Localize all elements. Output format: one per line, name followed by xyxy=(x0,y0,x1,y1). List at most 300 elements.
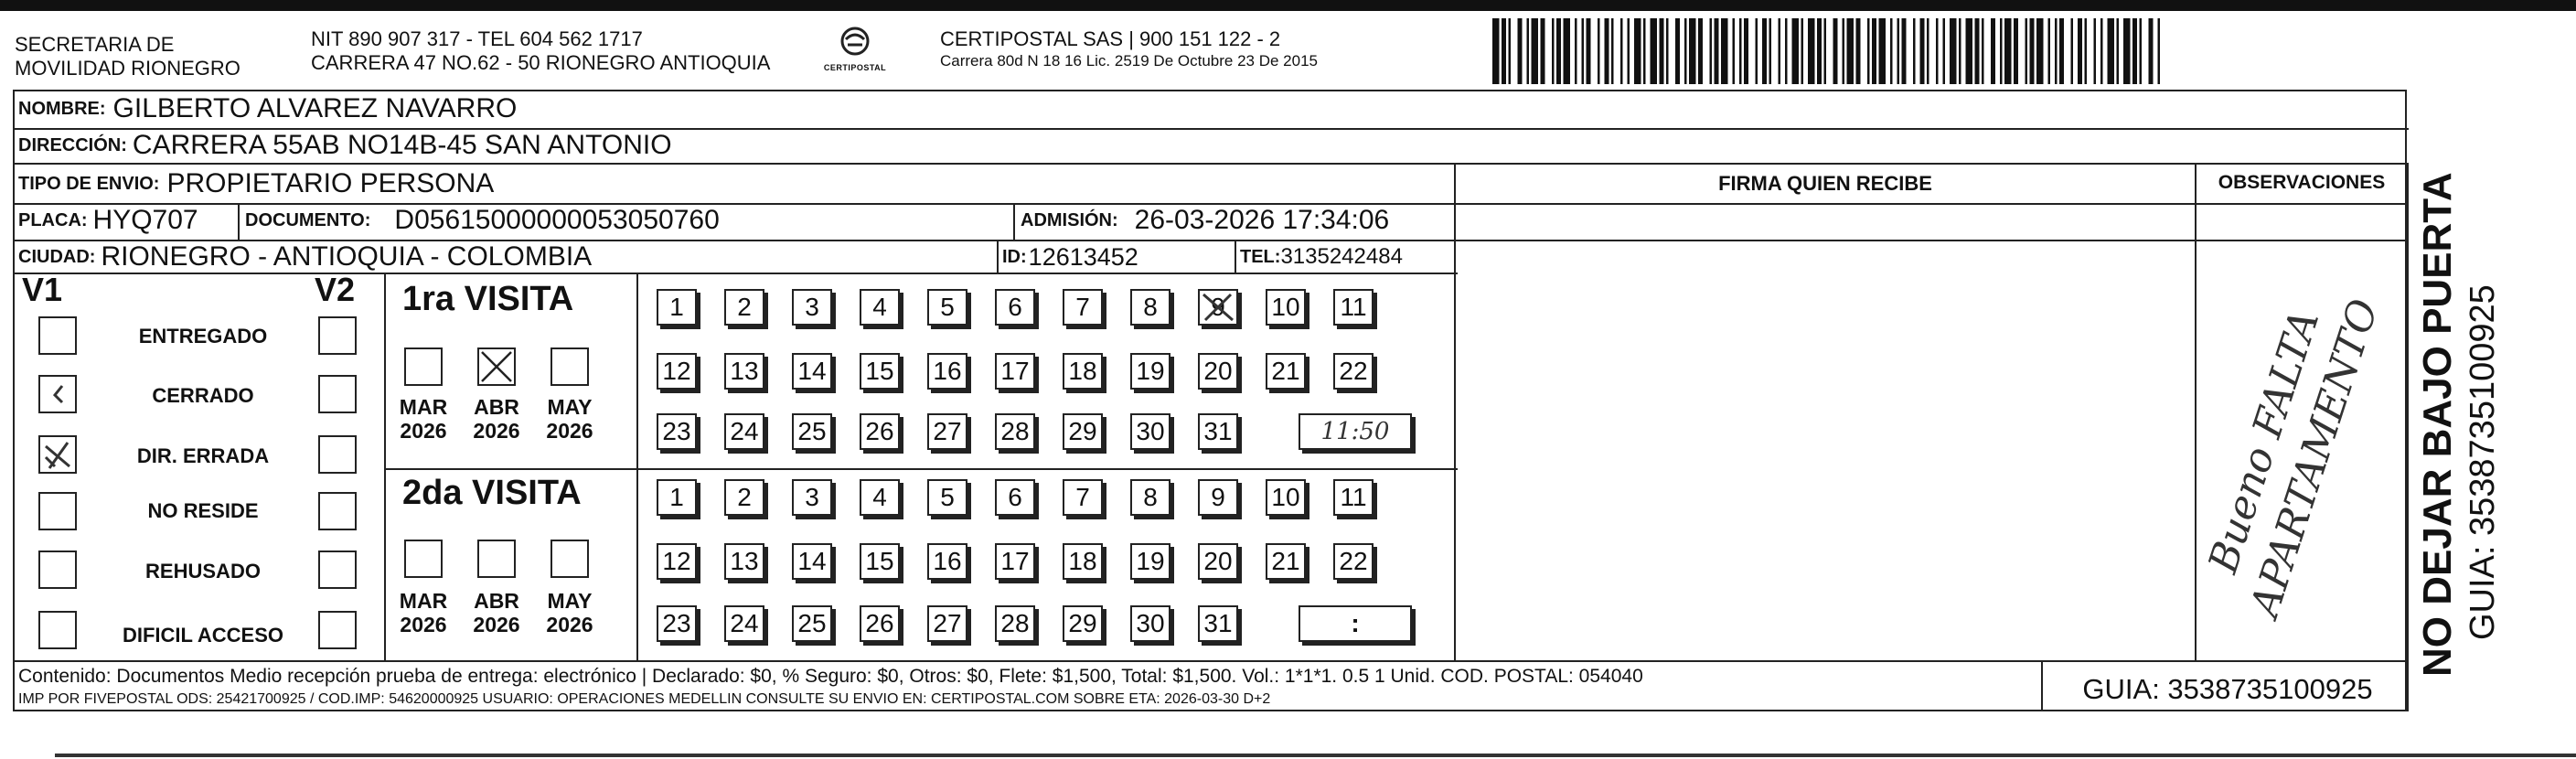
day-number: 13 xyxy=(730,357,759,385)
barcode-bar xyxy=(2071,18,2074,84)
document-cell xyxy=(245,205,720,236)
second-visit-abr-label xyxy=(465,589,529,636)
plate-value: HYQ707 xyxy=(92,205,198,235)
day-number: 15 xyxy=(865,547,894,575)
observations-header: OBSERVACIONES xyxy=(2218,172,2386,193)
day-number: 3 xyxy=(805,293,819,321)
first-visit-day-4[interactable] xyxy=(860,289,900,326)
first-visit-day-27[interactable] xyxy=(927,413,967,450)
first-visit-day-30[interactable] xyxy=(1130,413,1170,450)
barcode-bar xyxy=(1975,18,1980,84)
day-number: 23 xyxy=(662,609,691,637)
first-visit-day-17[interactable] xyxy=(995,353,1035,390)
barcode-bar xyxy=(1959,18,1961,84)
status-not-resident: NO RESIDE xyxy=(147,499,259,522)
first-visit-may-box[interactable] xyxy=(550,347,589,386)
first-visit-day-9[interactable] xyxy=(1198,289,1238,326)
id-label: ID: xyxy=(1002,246,1027,267)
no-under-door-warning: NO DEJAR BAJO PUERTA xyxy=(2415,172,2460,677)
first-visit-day-10[interactable] xyxy=(1266,289,1306,326)
first-visit-day-6[interactable] xyxy=(995,289,1035,326)
first-visit-day-7[interactable] xyxy=(1063,289,1103,326)
second-visit-day-7[interactable] xyxy=(1063,479,1103,516)
barcode-bar xyxy=(1733,18,1736,84)
barcode-bar xyxy=(1710,18,1713,84)
barcode-bar xyxy=(1920,18,1925,84)
second-visit-title: 2da VISITA xyxy=(402,474,582,512)
nit-line: NIT 890 907 317 - TEL 604 562 1717 xyxy=(311,27,643,50)
barcode-bar xyxy=(1698,18,1703,84)
day-number: 21 xyxy=(1271,547,1300,575)
barcode-bar xyxy=(1628,18,1630,84)
barcode-bar xyxy=(1684,18,1687,84)
first-visit-day-23[interactable] xyxy=(657,413,697,450)
year: 2026 xyxy=(400,419,447,443)
second-visit-day-1[interactable] xyxy=(657,479,697,516)
day-number: 2 xyxy=(737,483,752,511)
admission-value: 26-03-2026 17:34:06 xyxy=(1134,205,1390,235)
first-visit-may-label xyxy=(538,395,602,443)
barcode-bar xyxy=(2078,18,2082,84)
day-number: 28 xyxy=(1000,609,1030,637)
name-label: NOMBRE: xyxy=(18,98,106,119)
day-number: 5 xyxy=(940,293,955,321)
barcode-bar xyxy=(1824,18,1827,84)
handwritten-note: Bueno FALTA APARTAMENTO xyxy=(2199,294,2389,623)
second-visit-day-2[interactable] xyxy=(724,479,764,516)
barcode-bar xyxy=(1927,18,1929,84)
name-value: GILBERTO ALVAREZ NAVARRO xyxy=(112,93,518,123)
barcode-bar xyxy=(1769,18,1772,84)
barcode-bar xyxy=(1575,18,1577,84)
second-visit-time-separator: : xyxy=(1351,609,1360,637)
first-visit-day-13[interactable] xyxy=(724,353,764,390)
first-visit-day-28[interactable] xyxy=(995,413,1035,450)
barcode-bar xyxy=(1936,18,1939,84)
second-visit-day-16[interactable] xyxy=(927,543,967,580)
barcode-bar xyxy=(1598,18,1600,84)
barcode-bar xyxy=(2004,18,2012,84)
issuer-line2: MOVILIDAD RIONEGRO xyxy=(15,57,240,80)
barcode-bar xyxy=(2055,18,2058,84)
first-visit-day-8[interactable] xyxy=(1130,289,1170,326)
second-visit-mar-box[interactable] xyxy=(404,540,443,578)
day-number: 18 xyxy=(1068,547,1097,575)
first-visit-day-1[interactable] xyxy=(657,289,697,326)
second-visit-day-19[interactable] xyxy=(1130,543,1170,580)
top-border xyxy=(0,0,2576,11)
day-number: 6 xyxy=(1008,293,1022,321)
day-number: 25 xyxy=(797,609,827,637)
day-number: 24 xyxy=(730,417,759,445)
second-visit-day-10[interactable] xyxy=(1266,479,1306,516)
first-visit-mar-box[interactable] xyxy=(404,347,443,386)
status-delivered: ENTREGADO xyxy=(138,325,268,347)
day-number: 30 xyxy=(1136,417,1165,445)
first-visit-day-2[interactable] xyxy=(724,289,764,326)
barcode-bar xyxy=(1779,18,1781,84)
day-number: 25 xyxy=(797,417,827,445)
first-visit-day-3[interactable] xyxy=(792,289,832,326)
barcode-bar xyxy=(2149,18,2154,84)
second-visit-day-11[interactable] xyxy=(1333,479,1374,516)
day-number: 4 xyxy=(872,293,887,321)
barcode-bar xyxy=(1492,18,1500,84)
day-number: 18 xyxy=(1068,357,1097,385)
barcode-bar xyxy=(1509,18,1512,84)
day-number: 12 xyxy=(662,357,691,385)
first-visit-day-11[interactable] xyxy=(1333,289,1374,326)
first-visit-day-25[interactable] xyxy=(792,413,832,450)
day-number: 13 xyxy=(730,547,759,575)
barcode-bar xyxy=(1611,18,1614,84)
second-visit-abr-box[interactable] xyxy=(477,540,516,578)
address-line: CARRERA 47 NO.62 - 50 RIONEGRO ANTIOQUIA xyxy=(311,51,771,74)
first-visit-day-20[interactable] xyxy=(1198,353,1238,390)
admission-label: ADMISIÓN: xyxy=(1021,209,1118,230)
first-visit-day-29[interactable] xyxy=(1063,413,1103,450)
type-label: TIPO DE ENVIO: xyxy=(18,173,160,194)
day-number: 11 xyxy=(1340,293,1367,321)
courier-line: CERTIPOSTAL SAS | 900 151 122 - 2 xyxy=(940,27,1281,50)
v1-refused-checkbox[interactable] xyxy=(38,551,77,589)
barcode-bar xyxy=(1721,18,1728,84)
courier-info xyxy=(940,27,1318,71)
day-number: 14 xyxy=(797,357,827,385)
barcode-bar xyxy=(2036,18,2044,84)
barcode-bar xyxy=(1739,18,1742,84)
barcode-bar xyxy=(1950,18,1957,84)
address-label: DIRECCIÓN: xyxy=(18,134,127,155)
document-label: DOCUMENTO: xyxy=(245,209,371,230)
barcode-bar xyxy=(2108,18,2115,84)
day-number: 7 xyxy=(1075,483,1090,511)
day-number: 19 xyxy=(1136,547,1165,575)
barcode-bar xyxy=(1897,18,1900,84)
id-cell xyxy=(1002,241,1138,273)
second-visit-day-17[interactable] xyxy=(995,543,1035,580)
second-visit-day-6[interactable] xyxy=(995,479,1035,516)
first-visit-day-5[interactable] xyxy=(927,289,967,326)
barcode-bar xyxy=(1879,18,1887,84)
issuer-line1: SECRETARIA DE xyxy=(15,33,175,56)
courier-license: Carrera 80d N 18 16 Lic. 2519 De Octubre 23 De 2015 xyxy=(940,52,1318,69)
barcode-bar xyxy=(1587,18,1591,84)
day-number: 28 xyxy=(1000,417,1030,445)
second-visit-day-13[interactable] xyxy=(724,543,764,580)
barcode-bar xyxy=(2085,18,2088,84)
v2-not-resident-checkbox[interactable] xyxy=(318,492,357,530)
day-number: 8 xyxy=(1143,293,1158,321)
courier-logo-icon xyxy=(835,26,875,59)
barcode-bar xyxy=(2014,18,2018,84)
first-visit-abr-box[interactable] xyxy=(477,347,516,386)
day-number: 22 xyxy=(1339,547,1368,575)
first-visit-day-24[interactable] xyxy=(724,413,764,450)
first-visit-mar-label xyxy=(391,395,455,443)
day-number: 17 xyxy=(1000,357,1030,385)
handwritten-x-mark-icon xyxy=(1200,291,1236,324)
day-number: 30 xyxy=(1136,609,1165,637)
tel-cell xyxy=(1240,241,1403,273)
first-visit-day-14[interactable] xyxy=(792,353,832,390)
barcode-bar xyxy=(1651,18,1658,84)
day-number: 31 xyxy=(1203,417,1233,445)
barcode-bar xyxy=(2000,18,2003,84)
barcode-bar xyxy=(1913,18,1916,84)
status-difficult-access: DIFICIL ACCESO xyxy=(122,624,283,647)
first-visit-time-handwritten: 11:50 xyxy=(1320,418,1390,445)
barcode-bar xyxy=(2094,18,2097,84)
month-mar: MAR xyxy=(399,395,448,419)
second-visit-mar-label xyxy=(391,589,455,636)
second-visit-day-20[interactable] xyxy=(1198,543,1238,580)
first-visit-day-12[interactable] xyxy=(657,353,697,390)
second-visit-day-30[interactable] xyxy=(1130,605,1170,642)
barcode-bar xyxy=(2123,18,2131,84)
barcode-bar xyxy=(2048,18,2051,84)
barcode xyxy=(1492,18,2160,84)
day-number: 24 xyxy=(730,609,759,637)
city-value: RIONEGRO - ANTIOQUIA - COLOMBIA xyxy=(101,241,593,272)
first-visit-day-19[interactable] xyxy=(1130,353,1170,390)
day-number: 11 xyxy=(1340,483,1367,511)
barcode-bar xyxy=(1541,18,1545,84)
day-number: 1 xyxy=(669,483,684,511)
day-number: 9 xyxy=(1211,293,1225,321)
handwritten-check-icon xyxy=(40,377,75,412)
footer-content-line: Contenido: Documentos Medio recepción prueba de entrega: electrónico | Declarado: $0, % Seguro: $0, Otros: $0, Flete: $1,500, Total: $1,500. Vol.: 1*1*1. 0.5 1 Unid. COD. POSTAL: 054040 xyxy=(18,666,1643,687)
day-number: 7 xyxy=(1075,293,1090,321)
second-visit-day-15[interactable] xyxy=(860,543,900,580)
first-visit-time-field[interactable] xyxy=(1299,413,1412,450)
barcode-bar xyxy=(1792,18,1800,84)
barcode-bar xyxy=(2132,18,2137,84)
day-number: 23 xyxy=(662,417,691,445)
plate-cell xyxy=(18,205,198,236)
year: 2026 xyxy=(473,613,520,636)
second-visit-day-31[interactable] xyxy=(1198,605,1238,642)
plate-label: PLACA: xyxy=(18,209,88,230)
tel-value: 3135242484 xyxy=(1280,244,1403,269)
day-number: 2 xyxy=(737,293,752,321)
second-visit-day-5[interactable] xyxy=(927,479,967,516)
second-visit-day-18[interactable] xyxy=(1063,543,1103,580)
day-number: 1 xyxy=(669,293,684,321)
v2-closed-checkbox[interactable] xyxy=(318,375,357,413)
day-number: 21 xyxy=(1271,357,1300,385)
footer-print-line: IMP POR FIVEPOSTAL ODS: 25421700925 / COD.IMP: 54620000925 USUARIO: OPERACIONES MEDELLIN CONSULTE SU ENVIO EN: CERTIPOSTAL.COM SOBRE ETA: 2026-03-30 D+2 xyxy=(18,691,1271,707)
barcode-bar xyxy=(1660,18,1664,84)
v2-delivered-checkbox[interactable] xyxy=(318,316,357,355)
day-number: 9 xyxy=(1211,483,1225,511)
second-visit-day-4[interactable] xyxy=(860,479,900,516)
v1-closed-checkbox[interactable] xyxy=(38,375,77,413)
day-number: 15 xyxy=(865,357,894,385)
barcode-bar xyxy=(1532,18,1539,84)
month-mar: MAR xyxy=(399,589,448,613)
barcode-bar xyxy=(1744,18,1748,84)
bottom-border xyxy=(55,754,2576,757)
second-visit-time-field[interactable] xyxy=(1299,605,1412,642)
first-visit-day-16[interactable] xyxy=(927,353,967,390)
day-number: 20 xyxy=(1203,547,1233,575)
barcode-bar xyxy=(2158,18,2161,84)
second-visit-day-14[interactable] xyxy=(792,543,832,580)
barcode-bar xyxy=(1890,18,1893,84)
type-row xyxy=(18,168,494,199)
barcode-bar xyxy=(1872,18,1876,84)
v1-not-resident-checkbox[interactable] xyxy=(38,492,77,530)
barcode-bar xyxy=(1564,18,1571,84)
status-closed: CERRADO xyxy=(152,384,254,407)
second-visit-day-28[interactable] xyxy=(995,605,1035,642)
barcode-bar xyxy=(1847,18,1855,84)
first-visit-day-31[interactable] xyxy=(1198,413,1238,450)
address-value: CARRERA 55AB NO14B-45 SAN ANTONIO xyxy=(132,130,672,160)
barcode-bar xyxy=(1620,18,1623,84)
v2-wrong-address-checkbox[interactable] xyxy=(318,435,357,474)
day-number: 29 xyxy=(1068,417,1097,445)
signature-header: FIRMA QUIEN RECIBE xyxy=(1718,172,1932,195)
side-guide-number: GUIA: 3538735100925 xyxy=(2464,284,2502,640)
second-visit-may-box[interactable] xyxy=(550,540,589,578)
document-value: D05615000000053050760 xyxy=(394,205,720,235)
barcode-bar xyxy=(1801,18,1804,84)
day-number: 12 xyxy=(662,547,691,575)
day-number: 19 xyxy=(1136,357,1165,385)
first-visit-day-15[interactable] xyxy=(860,353,900,390)
second-visit-day-27[interactable] xyxy=(927,605,967,642)
admission-cell xyxy=(1021,205,1389,236)
observations-area[interactable] xyxy=(2198,205,2405,658)
issuer-name xyxy=(15,33,240,80)
barcode-bar xyxy=(2140,18,2143,84)
second-visit-day-8[interactable] xyxy=(1130,479,1170,516)
barcode-bar xyxy=(1756,18,1758,84)
barcode-bar xyxy=(1966,18,1973,84)
barcode-bar xyxy=(1582,18,1585,84)
barcode-bar xyxy=(1715,18,1719,84)
day-number: 10 xyxy=(1271,293,1300,321)
v1-label: V1 xyxy=(22,271,63,308)
v1-delivered-checkbox[interactable] xyxy=(38,316,77,355)
second-visit-day-29[interactable] xyxy=(1063,605,1103,642)
barcode-bar xyxy=(1843,18,1845,84)
first-visit-day-18[interactable] xyxy=(1063,353,1103,390)
barcode-bar xyxy=(2059,18,2064,84)
status-refused: REHUSADO xyxy=(145,560,261,583)
barcode-bar xyxy=(1689,18,1696,84)
barcode-bar xyxy=(1552,18,1555,84)
day-number: 16 xyxy=(933,357,962,385)
day-number: 3 xyxy=(805,483,819,511)
barcode-bar xyxy=(1675,18,1680,84)
day-number: 17 xyxy=(1000,547,1030,575)
second-visit-day-26[interactable] xyxy=(860,605,900,642)
courier-logo xyxy=(818,26,893,79)
status-wrong-address: DIR. ERRADA xyxy=(136,444,270,467)
id-value: 12613452 xyxy=(1028,242,1138,271)
day-number: 8 xyxy=(1143,483,1158,511)
day-number: 4 xyxy=(872,483,887,511)
barcode-bar xyxy=(1527,18,1530,84)
barcode-bar xyxy=(1605,18,1609,84)
day-number: 5 xyxy=(940,483,955,511)
barcode-bar xyxy=(1902,18,1907,84)
day-number: 29 xyxy=(1068,609,1097,637)
barcode-bar xyxy=(1982,18,1984,84)
v1-wrong-address-checkbox[interactable] xyxy=(38,435,77,474)
second-visit-day-3[interactable] xyxy=(792,479,832,516)
month-abr: ABR xyxy=(474,395,519,419)
signature-area[interactable] xyxy=(1458,205,2193,658)
year: 2026 xyxy=(473,419,520,443)
city-cell xyxy=(18,241,592,273)
side-text xyxy=(2414,91,2504,677)
type-value: PROPIETARIO PERSONA xyxy=(166,168,495,198)
second-visit-day-23[interactable] xyxy=(657,605,697,642)
barcode-bar xyxy=(1762,18,1767,84)
day-number: 20 xyxy=(1203,357,1233,385)
courier-logo-text: CERTIPOSTAL xyxy=(823,63,887,72)
v1-difficult-access-checkbox[interactable] xyxy=(38,611,77,649)
month-may: MAY xyxy=(547,395,593,419)
barcode-bar xyxy=(2100,18,2103,84)
second-visit-day-24[interactable] xyxy=(724,605,764,642)
second-visit-day-25[interactable] xyxy=(792,605,832,642)
barcode-bar xyxy=(1643,18,1646,84)
v2-refused-checkbox[interactable] xyxy=(318,551,357,589)
first-visit-day-22[interactable] xyxy=(1333,353,1374,390)
barcode-bar xyxy=(2030,18,2035,84)
second-visit-day-9[interactable] xyxy=(1198,479,1238,516)
barcode-bar xyxy=(1518,18,1523,84)
barcode-bar xyxy=(1666,18,1669,84)
barcode-bar xyxy=(1808,18,1815,84)
barcode-bar xyxy=(2026,18,2028,84)
printed-x-mark-icon xyxy=(479,349,514,384)
barcode-bar xyxy=(2117,18,2120,84)
address-row xyxy=(18,130,672,161)
day-number: 27 xyxy=(933,417,962,445)
second-visit-day-12[interactable] xyxy=(657,543,697,580)
v2-difficult-access-checkbox[interactable] xyxy=(318,611,357,649)
day-number: 22 xyxy=(1339,357,1368,385)
month-may: MAY xyxy=(547,589,593,613)
tel-label: TEL: xyxy=(1240,246,1281,267)
day-number: 26 xyxy=(865,609,894,637)
year: 2026 xyxy=(546,613,593,636)
first-visit-abr-label xyxy=(465,395,529,443)
day-number: 16 xyxy=(933,547,962,575)
issuer-contact xyxy=(311,27,770,75)
barcode-bar xyxy=(1943,18,1946,84)
barcode-bar xyxy=(1502,18,1506,84)
barcode-bar xyxy=(1817,18,1822,84)
barcode-bar xyxy=(1991,18,1995,84)
handwritten-x-mark-icon xyxy=(40,437,75,472)
barcode-bar xyxy=(1785,18,1788,84)
first-visit-day-26[interactable] xyxy=(860,413,900,450)
second-visit-day-21[interactable] xyxy=(1266,543,1306,580)
first-visit-day-21[interactable] xyxy=(1266,353,1306,390)
second-visit-may-label xyxy=(538,589,602,636)
city-label: CIUDAD: xyxy=(18,246,96,267)
second-visit-day-22[interactable] xyxy=(1333,543,1374,580)
barcode-bar xyxy=(1556,18,1561,84)
day-number: 26 xyxy=(865,417,894,445)
